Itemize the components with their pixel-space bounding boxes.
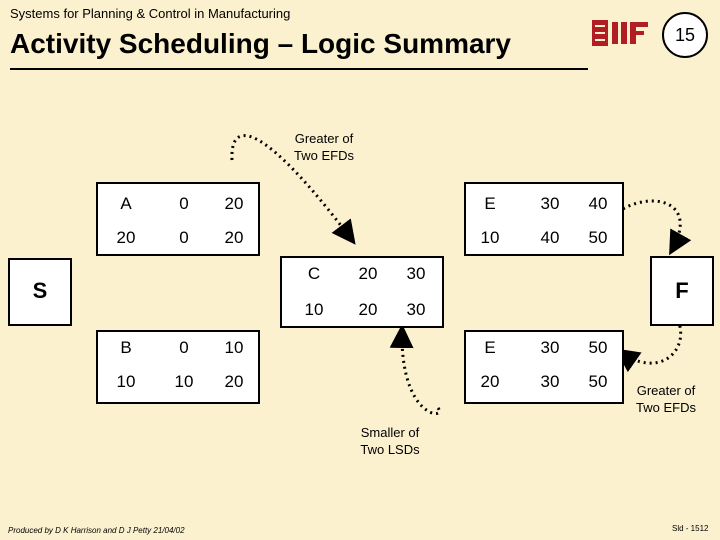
- node-activity-c: [280, 256, 444, 328]
- late-start: 0: [179, 228, 189, 247]
- late-finish: 30: [406, 300, 426, 319]
- node-activity-e-top: [464, 182, 624, 256]
- early-start: 0: [179, 194, 189, 213]
- duration: 10: [116, 372, 136, 391]
- slide-number: 15: [662, 12, 708, 58]
- duration: 20: [480, 372, 500, 391]
- late-finish: 20: [224, 372, 244, 391]
- course-title: Systems for Planning & Control in Manufacturing: [10, 6, 291, 21]
- early-finish: 10: [224, 338, 244, 357]
- note-greater-efd-right: Greater of Two EFDs: [636, 383, 696, 415]
- note-smaller-lsd: Smaller of Two LSDs: [360, 425, 420, 457]
- node-start: S: [8, 258, 72, 326]
- early-finish: 20: [224, 194, 244, 213]
- node-activity-a: [96, 182, 260, 256]
- curve-right-top: [618, 201, 680, 250]
- early-start: 20: [358, 264, 378, 283]
- early-finish: 30: [406, 264, 426, 283]
- node-activity-e-bottom: [464, 330, 624, 404]
- early-start: 0: [179, 338, 189, 357]
- curve-right-bottom: [620, 320, 681, 363]
- early-finish: 50: [588, 338, 608, 357]
- late-start: 20: [358, 300, 378, 319]
- late-finish: 50: [588, 228, 608, 247]
- late-finish: 20: [224, 228, 244, 247]
- credit-footer: Produced by D K Harrison and D J Petty 21/04/02: [8, 526, 185, 535]
- slide-title: Activity Scheduling – Logic Summary: [10, 28, 512, 59]
- activity-name: A: [120, 194, 132, 213]
- node-finish: F: [650, 256, 714, 326]
- activity-name: C: [307, 264, 321, 283]
- early-start: 30: [540, 194, 560, 213]
- early-start: 30: [540, 338, 560, 357]
- activity-name: B: [120, 338, 132, 357]
- curve-bottom-note: [402, 330, 439, 414]
- duration: 20: [116, 228, 136, 247]
- late-start: 30: [540, 372, 560, 391]
- node-activity-b: [96, 330, 260, 404]
- duration: 10: [304, 300, 324, 319]
- activity-name: E: [484, 338, 496, 357]
- late-start: 40: [540, 228, 560, 247]
- note-greater-efd-top: Greater of Two EFDs: [294, 131, 354, 163]
- slide-id: Sld - 1512: [672, 524, 709, 533]
- activity-name: E: [484, 194, 496, 213]
- late-start: 10: [174, 372, 194, 391]
- late-finish: 50: [588, 372, 608, 391]
- duration: 10: [480, 228, 500, 247]
- early-finish: 40: [588, 194, 608, 213]
